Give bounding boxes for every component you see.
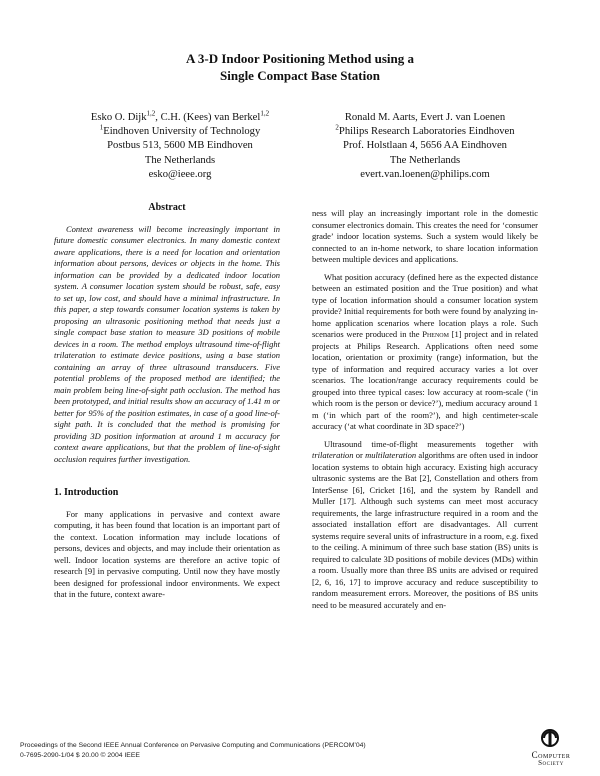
right-column: [312, 208, 538, 617]
author-address: Postbus 513, 5600 MB Eindhoven: [107, 140, 253, 152]
author-email: esko@ieee.org: [148, 168, 212, 180]
abstract-text: Context awareness will become increasingly important in future domestic consumer electronics. In many domestic context aware applications, there is a need for location and orientation information about persons, devices or objects in the home. This information can be provided by a dedicated indoor location system. A consumer location system should be robust, safe, easy to set up, low cost, and should have a minimal infrastructure. In this paper, a step towards consumer location systems is taken by proposing an ultrasonic positioning method that needs just a single compact base station to measure 3D positions of mobile devices in a room. The method employs ultrasound time-of-flight trilateration to estimate device positions, using a base station containing an array of three ultrasound transducers. Five potential problems of the proposed method are identified; the main problem being line-of-sight path occlusion. The method has been prototyped, and initial results show an accuracy of 1.41 m or better for 95% of the position estimates, in case of a good line-of-sight path. It is concluded that the method is promising for providing 3D position information at around 1 m accuracy for context aware applications, but that the problem of line-of-sight occlusion requires further investigation.: [54, 223, 280, 464]
paragraph-requirements: What position accuracy (defined here as the expected distance between an estimated position and the True position) and what type of location information should a consumer location system provide? Initial requirements for both were found by analyzing in-home application scenarios where location plays a role. Such scenarios were produced in the Phenom [1] project and in related projects at Philips Research. Applications often need some location, orientation or proximity (range) information, but the type of information and required accuracy varies a lot over scenarios. The location/range accuracy requirements could be grouped into three typical cases: low accuracy at room-scale (‘in which room is the person or device?’), medium accuracy around 1 m (‘in which part of the room?’), and high centimeter-scale accuracy (‘at what coordinate in 3D space?’): [312, 271, 538, 431]
author-block-right: [280, 111, 570, 182]
logo-computer: Computer: [531, 750, 571, 760]
footer-proceedings: Proceedings of the Second IEEE Annual Conference on Pervasive Computing and Communications (PERCOM’04): [20, 742, 366, 749]
author-names: Esko O. Dijk$^{1,2}$, C.H. (Kees) van Berkel$^{1,2}$: [90, 109, 270, 123]
author-country: The Netherlands: [389, 154, 461, 166]
title-line-1: A 3-D Indoor Positioning Method using a: [185, 51, 415, 66]
author-affiliation: $^1$Eindhoven University of Technology: [99, 123, 261, 138]
logo-text: [518, 751, 584, 767]
introduction-heading: 1. Introduction: [54, 487, 119, 498]
author-email: evert.van.loenen@philips.com: [360, 168, 490, 180]
logo-society: Society: [538, 759, 564, 767]
introduction-paragraph: For many applications in pervasive and context aware computing, it has been found that location is an important part of the context. Location information may include locations of persons, devices and objects, and may include their orientation as well. Indoor location systems are therefore an active topic of research [9] in pervasive computing. Until now they have mostly been designed for professional indoor environments. We expect that in the future, context aware-: [54, 508, 280, 599]
author-names: Ronald M. Aarts, Evert J. van Loenen: [344, 112, 506, 123]
title-line-2: Single Compact Base Station: [220, 68, 380, 83]
abstract-heading: Abstract: [148, 202, 186, 213]
page-footer: [20, 741, 366, 761]
paper-title: [0, 50, 600, 84]
footer-isbn: 0-7695-2090-1/04 $ 20.00 © 2004 IEEE: [20, 752, 140, 759]
author-affiliation: $^2$Philips Research Laboratories Eindhoven: [335, 123, 515, 138]
paragraph-continued: ness will play an increasingly important role in the domestic consumer electronics domain. This creates the need for ‘consumer grade’ indoor location systems. Such a system would likely be connected to an in-home network, to share location information between multiple devices and applications.: [312, 208, 538, 264]
left-column: [54, 200, 280, 607]
author-block-left: [60, 111, 300, 182]
phenom-project-name: Phenom: [422, 329, 449, 339]
author-country: The Netherlands: [144, 154, 216, 166]
author-address: Prof. Holstlaan 4, 5656 AA Eindhoven: [343, 140, 507, 152]
paragraph-ultrasound: Ultrasound time-of-flight measurements together with trilateration or multilateration algorithms are often used in indoor location systems to obtain high accuracy. Existing high accuracy ultrasonic systems are the Bat [2], Constellation and others from InterSense [6], Cricket [16], and the system by Randell and Muller [17]. Although such systems can meet most accuracy requirements, the large infrastructure required in a room and the associated installation effort are disadvantages. All current systems require several units of infrastructure in a room, e.g. fixed to the ceiling. A minimum of three such base station (BS) units is required to calculate 3D positions of mobile devices (MDs) within a room. Usually more than three BS units are advised or required [2, 6, 16, 17] to improve accuracy and reduce susceptibility to random measurement errors. Moreover, the positions of BS units need to be measured accurately and en-: [312, 438, 538, 610]
